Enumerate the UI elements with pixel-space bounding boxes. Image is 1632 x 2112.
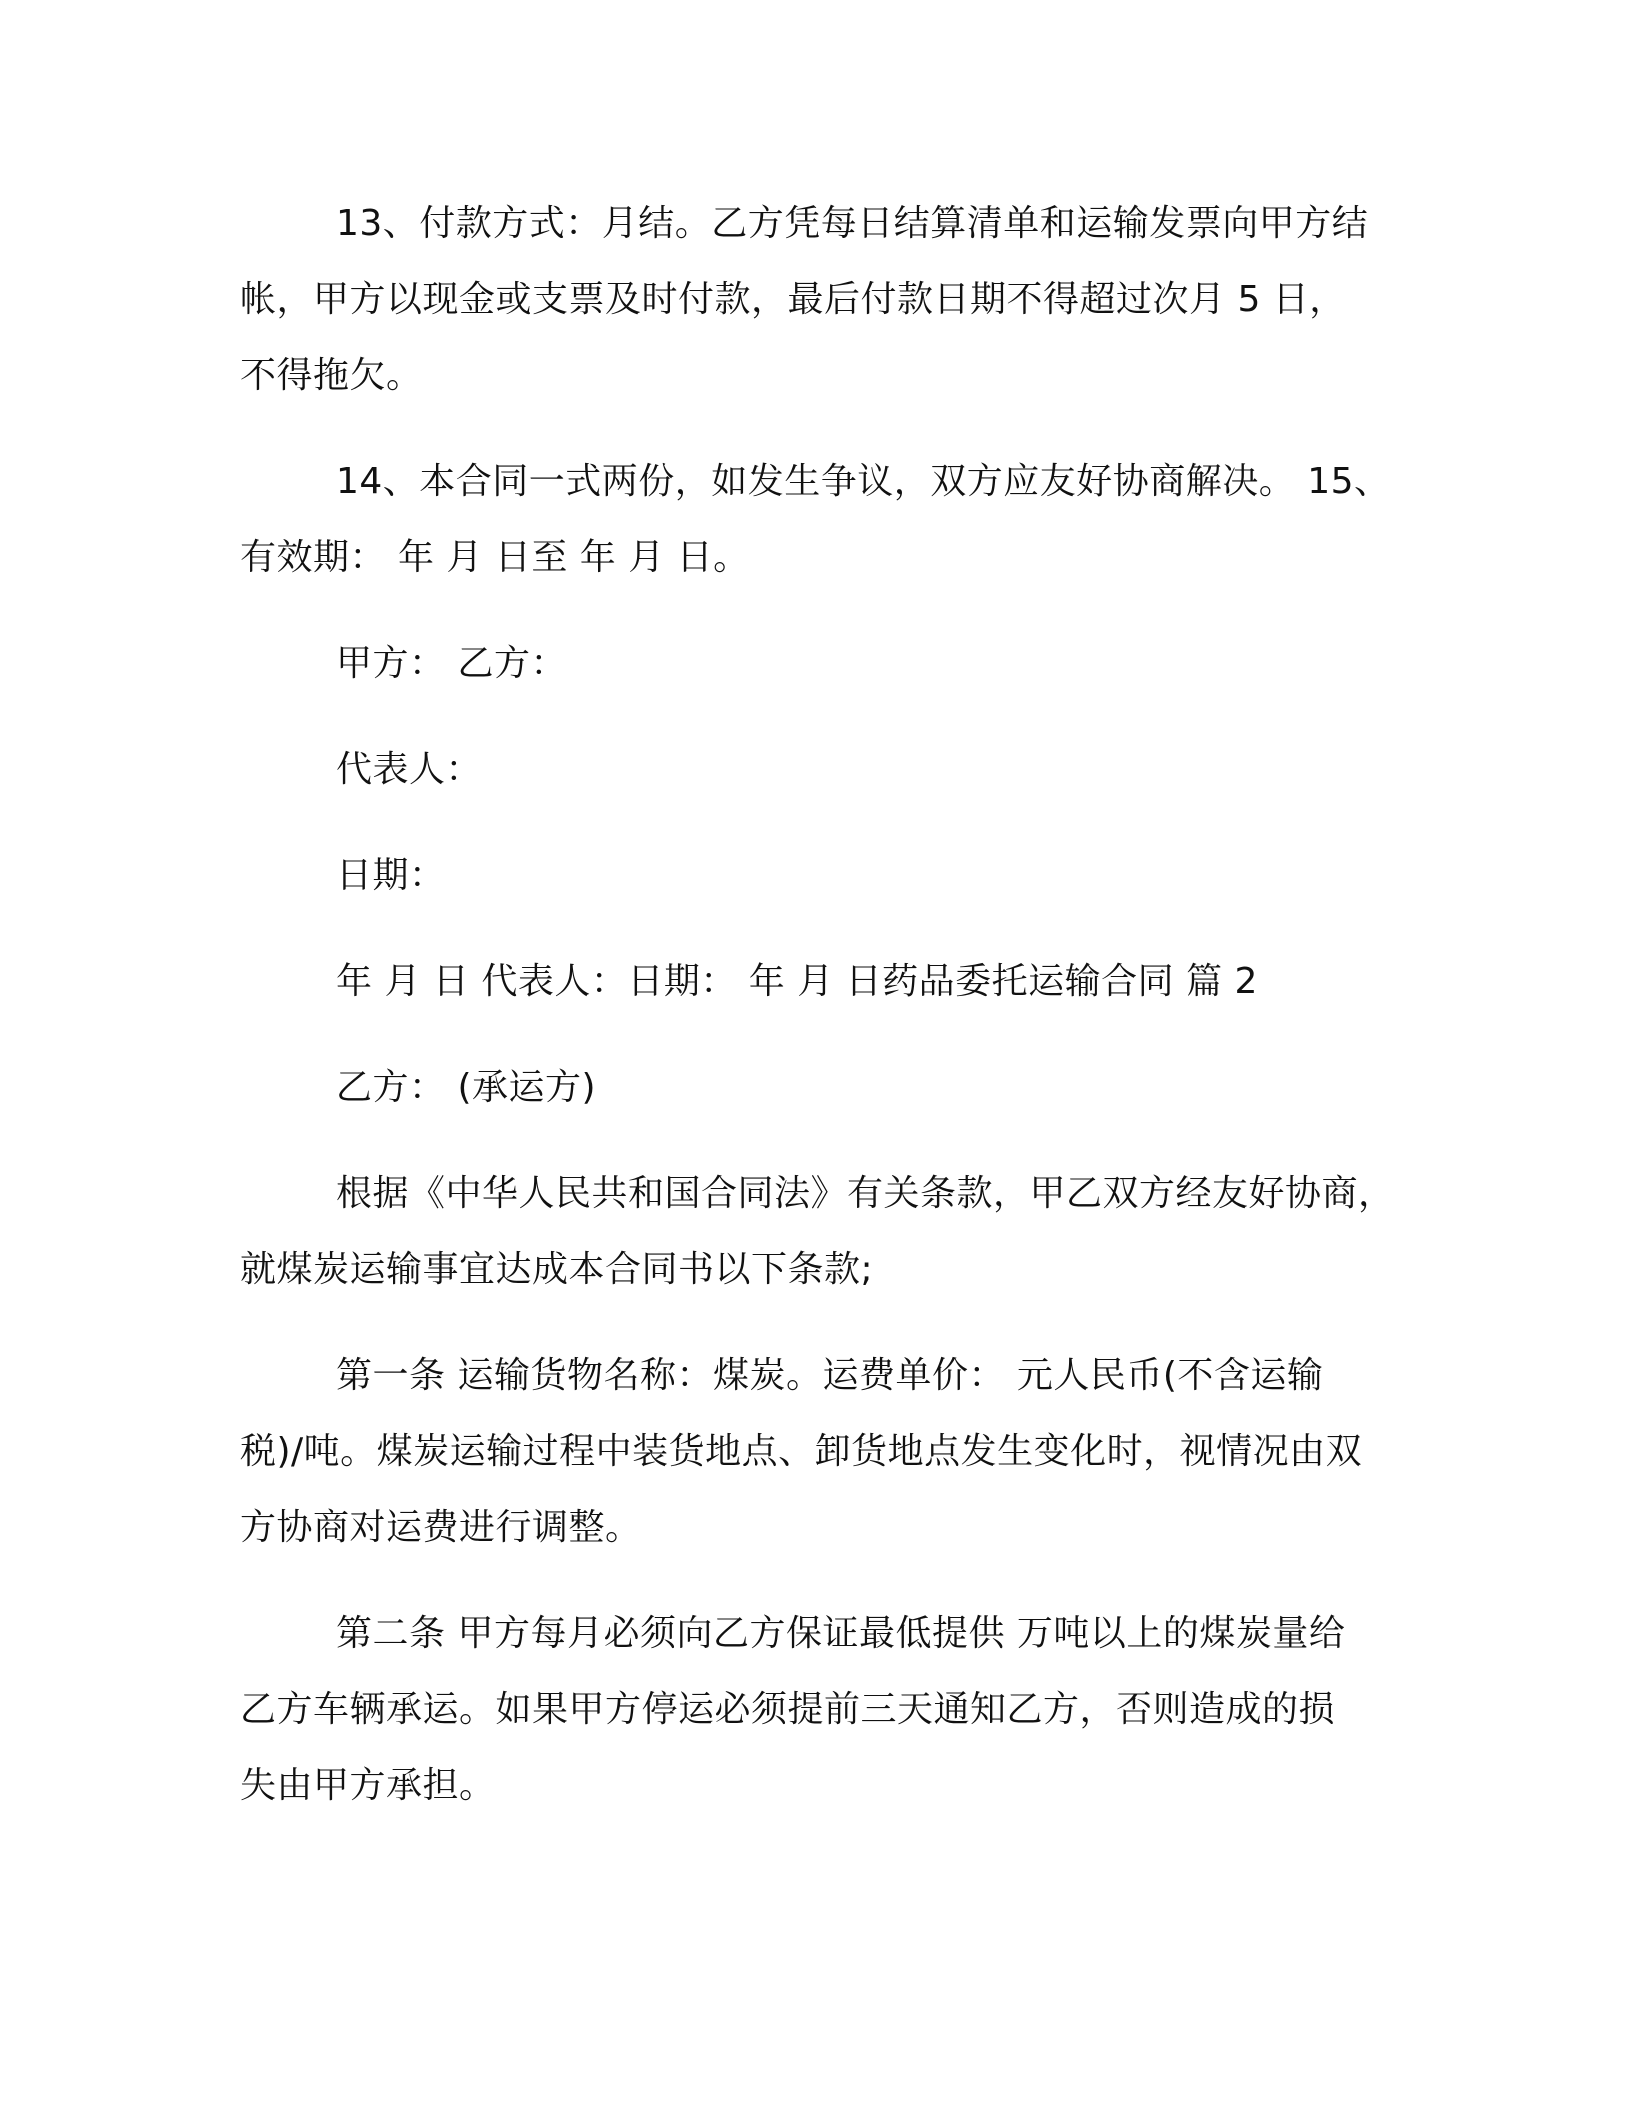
text-line: 不得拖欠。 (240, 355, 423, 396)
date-line (240, 838, 1400, 914)
text-line: 根据《中华人民共和国合同法》有关条款，甲乙双方经友好协商， (336, 1173, 1395, 1214)
article-1-paragraph (240, 1338, 1400, 1566)
text-line: 日期： (336, 855, 446, 896)
party-b-carrier-line (240, 1050, 1400, 1126)
clause-13-payment (240, 186, 1400, 414)
text-line: 13、付款方式：月结。乙方凭每日结算清单和运输发票向甲方结 (336, 203, 1369, 244)
text-line: 第一条 运输货物名称：煤炭。运费单价： 元人民币(不含运输 (336, 1355, 1324, 1396)
text-line: 有效期： 年 月 日至 年 月 日。 (240, 537, 750, 578)
text-line: 代表人： (336, 749, 483, 790)
text-line: 就煤炭运输事宜达成本合同书以下条款; (240, 1249, 874, 1290)
text-line: 乙方车辆承运。如果甲方停运必须提前三天通知乙方，否则造成的损 (240, 1689, 1336, 1730)
clause-14-15-copies-validity (240, 444, 1400, 596)
text-line: 失由甲方承担。 (240, 1765, 496, 1806)
representative-line (240, 732, 1400, 808)
text-line: 第二条 甲方每月必须向乙方保证最低提供 万吨以上的煤炭量给 (336, 1613, 1346, 1654)
text-line: 帐，甲方以现金或支票及时付款，最后付款日期不得超过次月 5 日， (240, 279, 1346, 320)
date-representative-title-line (240, 944, 1400, 1020)
preamble-paragraph (240, 1156, 1400, 1308)
text-line: 乙方： (承运方) (336, 1067, 597, 1108)
text-line: 年 月 日 代表人：日期： 年 月 日药品委托运输合同 篇 2 (336, 961, 1258, 1002)
text-line: 方协商对运费进行调整。 (240, 1507, 642, 1548)
document-body (240, 186, 1400, 1824)
text-line: 甲方： 乙方： (336, 643, 567, 684)
article-2-paragraph (240, 1596, 1400, 1824)
parties-line (240, 626, 1400, 702)
text-line: 税)/吨。煤炭运输过程中装货地点、卸货地点发生变化时，视情况由双 (240, 1431, 1363, 1472)
text-line: 14、本合同一式两份，如发生争议，双方应友好协商解决。 15、 (336, 461, 1391, 502)
